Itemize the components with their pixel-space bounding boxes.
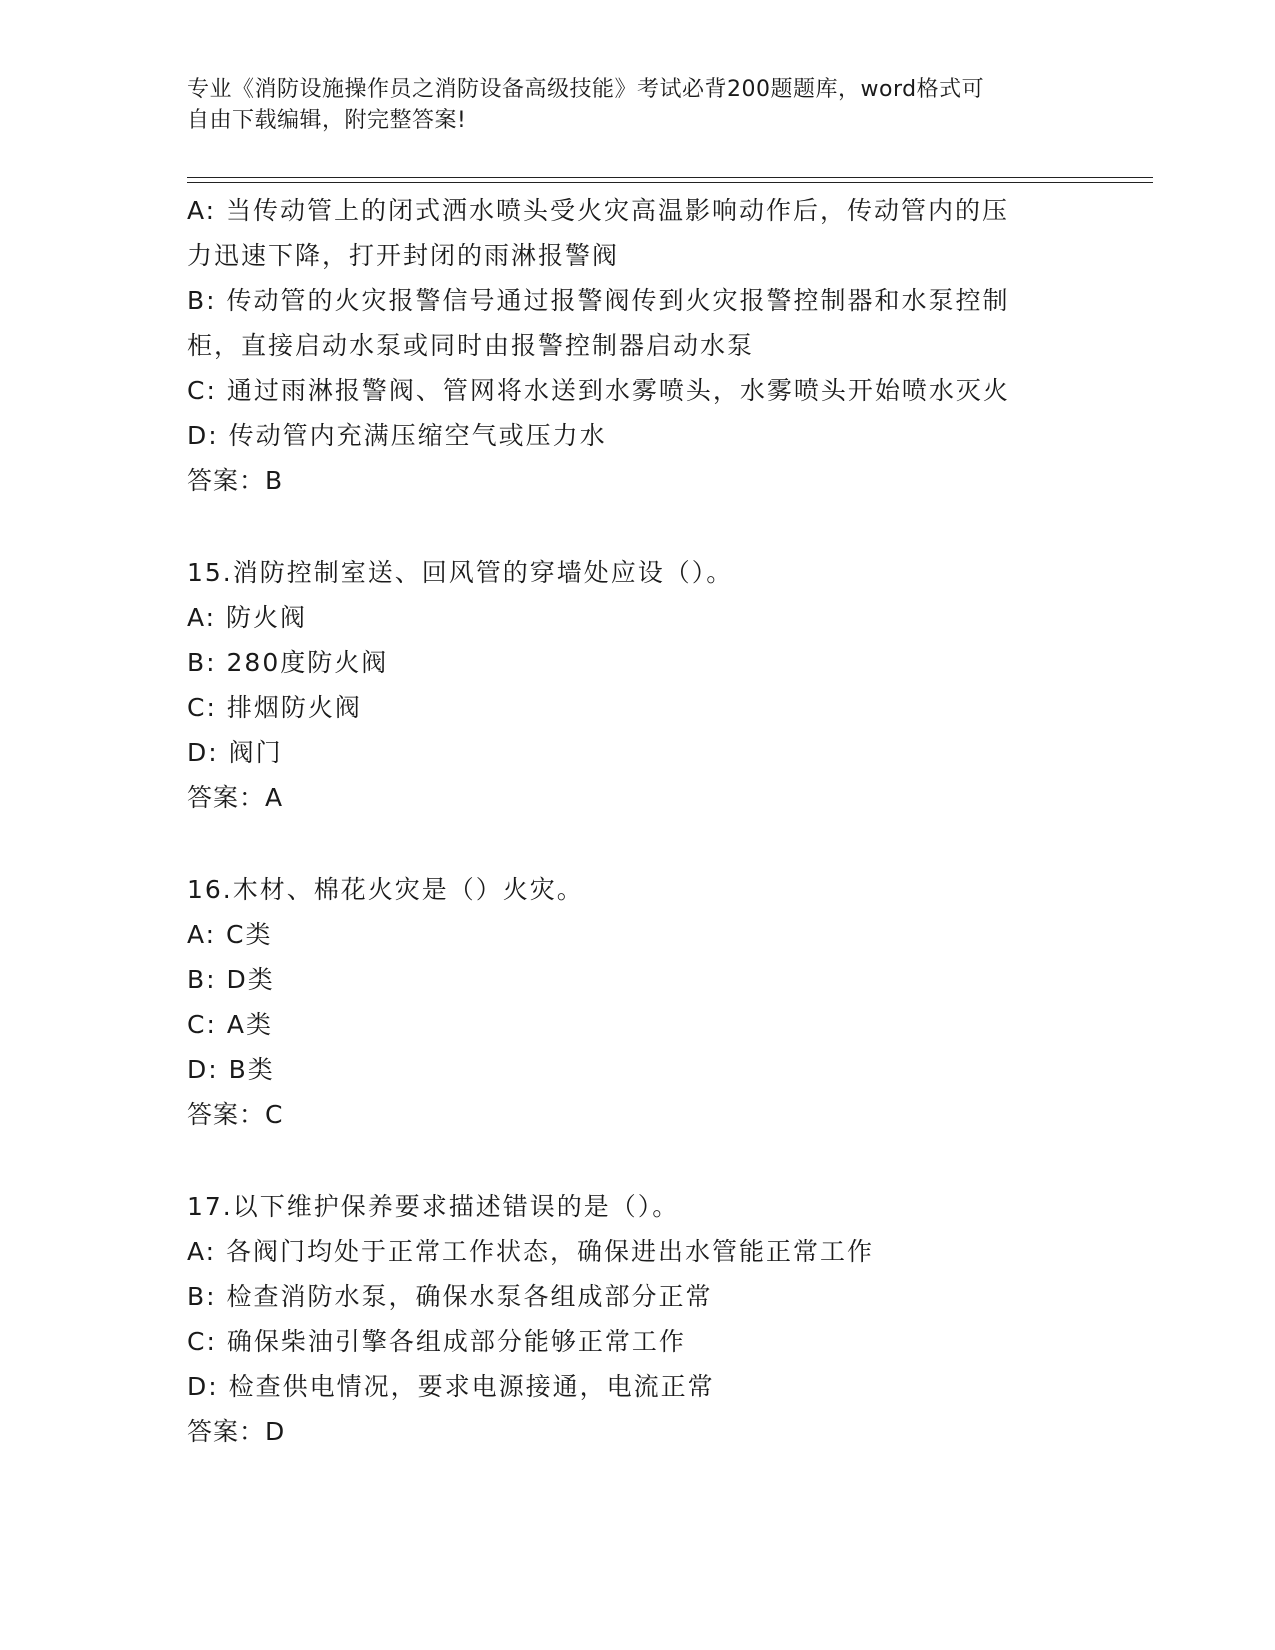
option-label: A: xyxy=(187,920,217,949)
option-label: D: xyxy=(187,738,219,767)
option-text: B类 xyxy=(228,1055,275,1084)
option-label: D: xyxy=(187,1372,219,1401)
question-16 xyxy=(187,867,1087,1137)
option-c xyxy=(187,368,1087,413)
option-c xyxy=(187,685,1087,730)
option-text: 传动管的火灾报警信号通过报警阀传到火灾报警控制器和水泵控制 xyxy=(226,286,1010,315)
option-a xyxy=(187,912,1087,957)
header-line-1: 专业《消防设施操作员之消防设备高级技能》考试必背200题题库，word格式可 xyxy=(187,77,985,102)
option-text: C类 xyxy=(226,920,273,949)
option-text: D类 xyxy=(226,965,275,994)
question-17 xyxy=(187,1184,1087,1454)
option-label: C: xyxy=(187,1327,217,1356)
option-text: 确保柴油引擎各组成部分能够正常工作 xyxy=(226,1327,686,1356)
option-label: A: xyxy=(187,1237,217,1266)
header-line-2: 自由下载编辑，附完整答案! xyxy=(187,108,467,133)
option-b xyxy=(187,278,1087,323)
option-label: B: xyxy=(187,965,217,994)
option-label: A: xyxy=(187,603,217,632)
option-a xyxy=(187,1229,1087,1274)
option-text: 通过雨淋报警阀、管网将水送到水雾喷头，水雾喷头开始喷水灭火 xyxy=(226,376,1010,405)
option-text: 防火阀 xyxy=(226,603,308,632)
option-text: 检查消防水泵，确保水泵各组成部分正常 xyxy=(226,1282,713,1311)
option-label: B: xyxy=(187,286,217,315)
question-14 xyxy=(187,188,1087,503)
option-b xyxy=(187,1274,1087,1319)
question-stem: 15.消防控制室送、回风管的穿墙处应设（）。 xyxy=(187,558,734,587)
option-a xyxy=(187,595,1087,640)
option-c xyxy=(187,1002,1087,1047)
option-text: A类 xyxy=(226,1010,273,1039)
option-a xyxy=(187,188,1087,233)
question-15 xyxy=(187,550,1087,820)
option-text: 排烟防火阀 xyxy=(226,693,362,722)
question-stem: 16.木材、棉花火灾是（）火灾。 xyxy=(187,875,584,904)
option-label: D: xyxy=(187,1055,219,1084)
option-b xyxy=(187,957,1087,1002)
document-header xyxy=(187,74,1067,136)
option-label: C: xyxy=(187,693,217,722)
document-body xyxy=(187,188,1087,1454)
option-label: C: xyxy=(187,1010,217,1039)
option-label: C: xyxy=(187,376,217,405)
answer: 答案：A xyxy=(187,783,284,812)
option-b xyxy=(187,640,1087,685)
option-label: D: xyxy=(187,421,219,450)
option-text: 传动管内充满压缩空气或压力水 xyxy=(228,421,607,450)
question-stem: 17.以下维护保养要求描述错误的是（）。 xyxy=(187,1192,680,1221)
header-rule-top xyxy=(187,177,1153,178)
option-d xyxy=(187,1364,1087,1409)
answer: 答案：B xyxy=(187,466,284,495)
option-a-continuation: 力迅速下降，打开封闭的雨淋报警阀 xyxy=(187,241,620,270)
option-d xyxy=(187,730,1087,775)
header-rule-bottom xyxy=(187,182,1153,183)
option-text: 当传动管上的闭式洒水喷头受火灾高温影响动作后，传动管内的压 xyxy=(226,196,1010,225)
option-text: 各阀门均处于正常工作状态，确保进出水管能正常工作 xyxy=(226,1237,875,1266)
option-label: B: xyxy=(187,1282,217,1311)
option-text: 280度防火阀 xyxy=(226,648,389,677)
option-text: 检查供电情况，要求电源接通，电流正常 xyxy=(228,1372,715,1401)
option-d xyxy=(187,1047,1087,1092)
option-b-continuation: 柜，直接启动水泵或同时由报警控制器启动水泵 xyxy=(187,331,755,360)
answer: 答案：D xyxy=(187,1417,286,1446)
option-label: B: xyxy=(187,648,217,677)
answer: 答案：C xyxy=(187,1100,284,1129)
option-label: A: xyxy=(187,196,217,225)
option-d xyxy=(187,413,1087,458)
option-c xyxy=(187,1319,1087,1364)
option-text: 阀门 xyxy=(228,738,283,767)
